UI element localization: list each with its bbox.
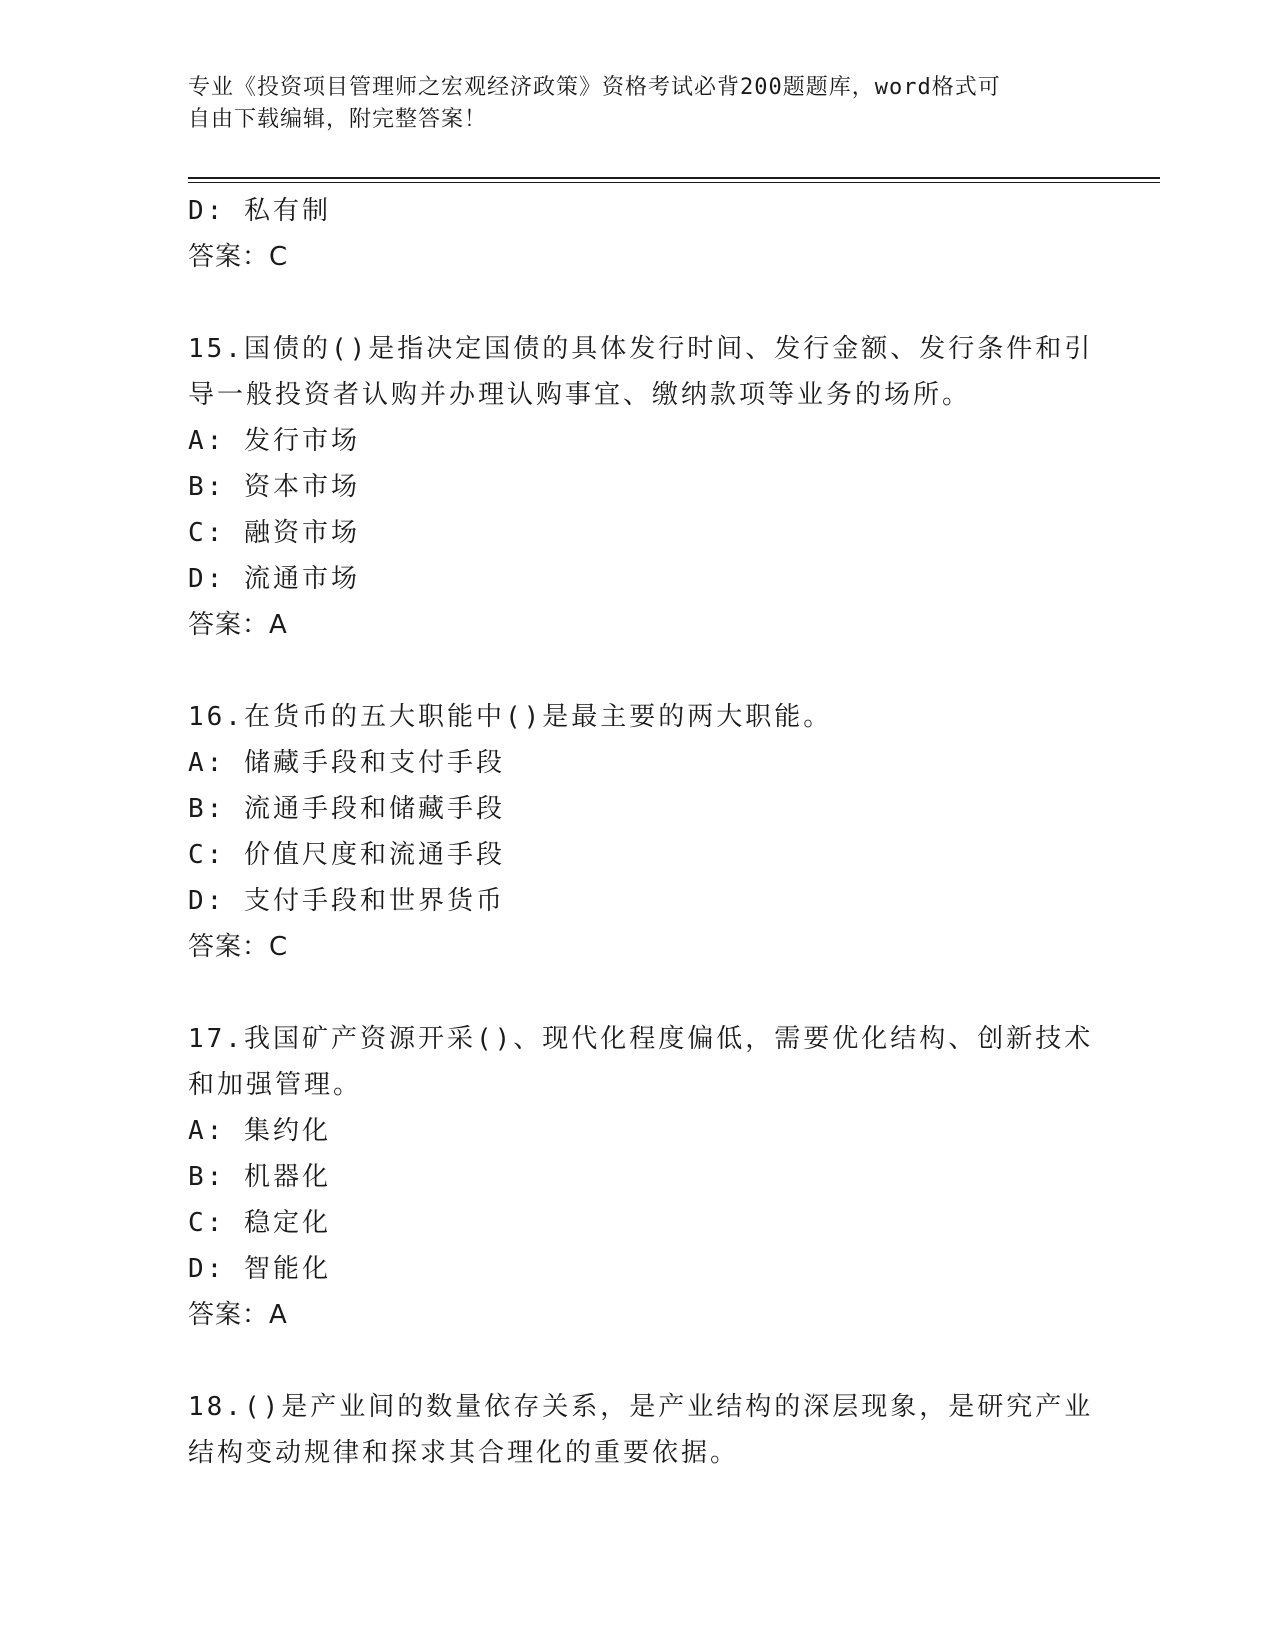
answer: 答案：C xyxy=(188,932,289,962)
question-stem: 16.在货币的五大职能中()是最主要的两大职能。 xyxy=(188,702,833,732)
spacer xyxy=(188,1338,1088,1384)
prev-option-d: D: 私有制 xyxy=(188,196,331,226)
header-divider-thin xyxy=(188,182,1160,183)
option-a: A: 集约化 xyxy=(188,1116,331,1146)
question-stem: 和加强管理。 xyxy=(188,1070,363,1100)
question-stem: 结构变动规律和探求其合理化的重要依据。 xyxy=(188,1438,740,1468)
option-c: C: 稳定化 xyxy=(188,1208,331,1238)
option-c: C: 融资市场 xyxy=(188,518,360,548)
question-18 xyxy=(188,1384,1094,1476)
header-divider-thick xyxy=(188,177,1160,179)
option-d: D: 智能化 xyxy=(188,1254,331,1284)
spacer xyxy=(188,970,1088,1016)
document-header xyxy=(188,72,1088,136)
spacer xyxy=(188,280,1088,326)
option-a: A: 发行市场 xyxy=(188,426,360,456)
question-16 xyxy=(188,694,1088,970)
option-c: C: 价值尺度和流通手段 xyxy=(188,840,505,870)
option-b: B: 流通手段和储藏手段 xyxy=(188,794,505,824)
prev-answer: 答案：C xyxy=(188,242,289,272)
question-stem: 15.国债的()是指决定国债的具体发行时间、发行金额、发行条件和引 xyxy=(188,334,1094,364)
spacer xyxy=(188,648,1088,694)
question-17 xyxy=(188,1016,1094,1338)
question-15 xyxy=(188,326,1094,648)
question-stem: 18.()是产业间的数量依存关系，是产业结构的深层现象，是研究产业 xyxy=(188,1392,1094,1422)
option-a: A: 储藏手段和支付手段 xyxy=(188,748,505,778)
header-line-1: 专业《投资项目管理师之宏观经济政策》资格考试必背200题题库，word格式可 xyxy=(188,75,1001,100)
option-b: B: 机器化 xyxy=(188,1162,331,1192)
option-d: D: 支付手段和世界货币 xyxy=(188,886,505,916)
header-line-2: 自由下载编辑，附完整答案！ xyxy=(188,107,488,132)
option-d: D: 流通市场 xyxy=(188,564,360,594)
question-stem: 17.我国矿产资源开采()、现代化程度偏低，需要优化结构、创新技术 xyxy=(188,1024,1094,1054)
answer: 答案：A xyxy=(188,1300,288,1330)
question-stem: 导一般投资者认购并办理认购事宜、缴纳款项等业务的场所。 xyxy=(188,380,972,410)
answer: 答案：A xyxy=(188,610,288,640)
question-content xyxy=(188,188,1094,1476)
option-b: B: 资本市场 xyxy=(188,472,360,502)
